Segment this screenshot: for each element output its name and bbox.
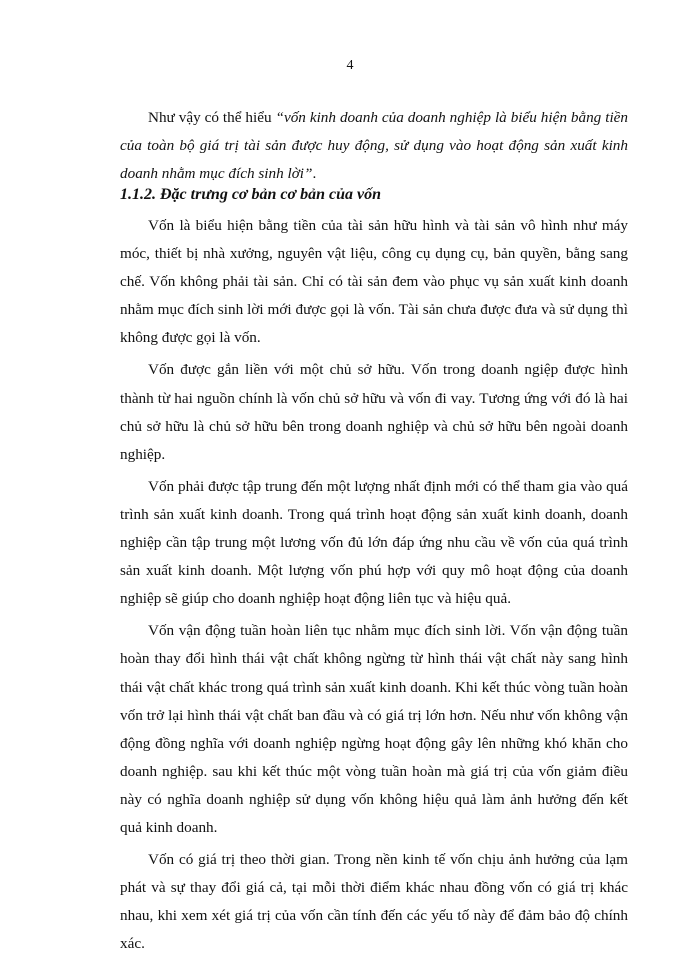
paragraph-capital-time-value: Vốn có giá trị theo thời gian. Trong nền kinh tế vốn chịu ảnh hưởng của lạm phát và sự thay đổi giá cả, tại mỗi thời điểm khác nhau đồng vốn có giá trị khác nhau, khi xem xét giá trị của vốn cần tính đến các yếu tố này để đảm bảo độ chính xác.	[120, 851, 628, 953]
paragraph-capital-circulation: Vốn vận động tuần hoàn liên tục nhằm mục đích sinh lời. Vốn vận động tuần hoàn thay đổi hình thái vật chất không ngừng từ hình thái vật chất này sang hình thái vật chất khác trong quá trình sản xuất kinh doanh. Khi kết thúc vòng tuần hoàn vốn trở lại hình thái vật chất ban đầu và có giá trị lớn hơn. Nếu như vốn không vận động đồng nghĩa với doanh nghiệp ngừng hoạt động gây lên những khó khăn cho doanh nghiệp. sau khi kết thúc một vòng tuần hoàn mà giá trị của vốn giảm điều này có nghĩa doanh nghiệp sử dụng vốn không hiệu quả làm ảnh hưởng đến kết quả kinh doanh.	[120, 622, 628, 836]
intro-section	[120, 104, 628, 188]
page-number: 4	[346, 58, 354, 73]
paragraph-capital-definition: Vốn là biểu hiện bằng tiền của tài sản hữu hình và tài sản vô hình như máy móc, thiết bị nhà xưởng, nguyên vật liệu, công cụ dụng cụ, bản quyền, bằng sang chế. Vốn không phải tài sản. Chỉ có tài sản đem vào phục vụ sản xuất kinh doanh nhằm mục đích sinh lời mới được gọi là vốn. Tài sản chưa được đưa và sử dụng thì không được gọi là vốn.	[120, 217, 628, 347]
intro-lead: Như vậy có thể hiểu	[148, 109, 276, 126]
paragraph-capital-owner: Vốn được gắn liền với một chủ sở hữu. Vốn trong doanh ngiệp được hình thành từ hai nguồn chính là vốn chủ sở hữu và vốn đi vay. Tương ứng với đó là hai chủ sở hữu là chủ sở hữu bên trong doanh nghiệp và chủ sở hữu bên ngoài doanh nghiệp.	[120, 361, 628, 463]
intro-quote: “vốn kinh doanh của doanh nghiệp là biểu hiện bằng tiền của toàn bộ giá trị tài sản được huy động, sử dụng vào hoạt động sản xuất kinh doanh nhằm mục đích sinh lời”	[120, 109, 628, 183]
paragraph-capital-concentration: Vốn phải được tập trung đến một lượng nhất định mới có thể tham gia vào quá trình sản xuất kinh doanh. Trong quá trình hoạt động sản xuất kinh doanh, doanh nghiệp cần tập trung một lương vốn đủ lớn đáp ứng nhu cầu về vốn của quá trình sản xuất kinh doanh. Một lượng vốn phú hợp với quy mô hoạt động của doanh nghiệp sẽ giúp cho doanh nghiệp hoạt động liên tục và hiệu quả.	[120, 477, 628, 608]
intro-paragraph	[120, 104, 628, 188]
section-heading: 1.1.2. Đặc trưng cơ bản cơ bản của vốn	[120, 186, 381, 203]
intro-trail: .	[312, 165, 317, 183]
section-body	[120, 212, 628, 962]
